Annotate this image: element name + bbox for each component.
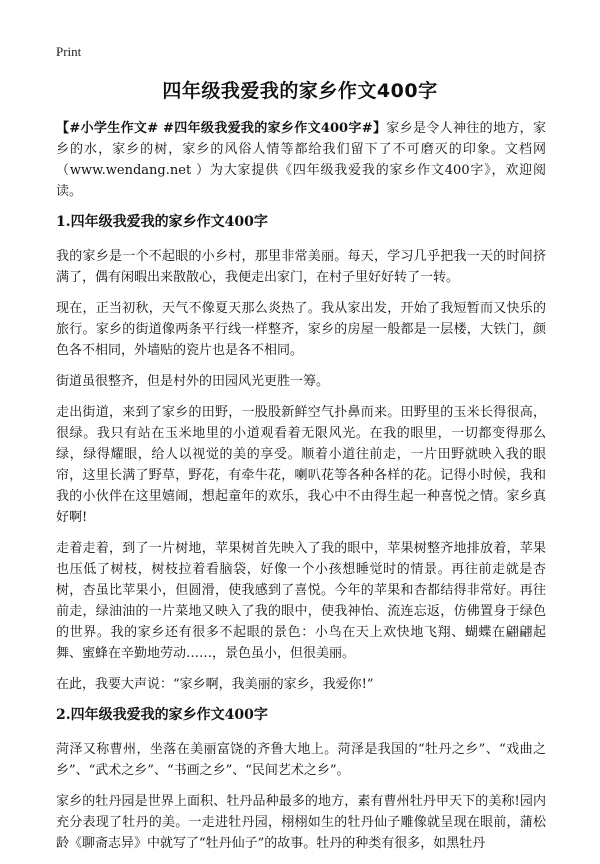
paragraph: 菏泽又称曹州，坐落在美丽富饶的齐鲁大地上。菏泽是我国的“牡丹之乡”、“戏曲之乡”、“武术之乡”、“书画之乡”、“民间艺术之乡”。	[56, 742, 546, 778]
paragraph: 走出街道，来到了家乡的田野，一股股新鲜空气扑鼻而来。田野里的玉米长得很高，很绿。我只有站在玉米地里的小道观看着无限风光。在我的眼里，一切都变得那么绿，绿得耀眼，给人以视觉的美的享受。顺着小道往前走，一片田野就映入我的眼帘，这里长满了野草，野花，有牵牛花，喇叭花等各种各样的花。记得小时候，我和我的小伙伴在这里嬉闹，想起童年的欢乐，我心中不由得生起一种喜悦之情。家乡真好啊!	[56, 405, 546, 525]
print-link[interactable]: Print	[56, 44, 82, 59]
paragraph: 走着走着，到了一片树地，苹果树首先映入了我的眼中，苹果树整齐地排放着，苹果也压低了树枝，树枝拉着看脑袋，好像一个小孩想睡觉时的情景。再往前走就是杏树，杏虽比苹果小，但圆滑，使我感到了喜悦。今年的苹果和杏都结得非常好。再往前走，绿油油的一片菜地又映入了我的眼中，使我神怡、流连忘返，仿佛置身于绿色的世界。我的家乡还有很多不起眼的景色：小鸟在天上欢快地飞翔、蝴蝶在翩翩起舞、蜜蜂在辛勤地劳动……，景色虽小，但很美丽。	[56, 541, 546, 661]
paragraph: 我的家乡是一个不起眼的小乡村，那里非常美丽。每天，学习几乎把我一天的时间挤满了，偶有闲暇出来散散心，我便走出家门，在村子里好好转了一转。	[56, 249, 546, 285]
document-body	[56, 118, 546, 864]
section-heading-1: 1.四年级我爱我的家乡作文400字	[56, 214, 268, 230]
document-title: 四年级我爱我的家乡作文400字	[162, 80, 438, 102]
intro-tags: 【#小学生作文# #四年级我爱我的家乡作文400字#】	[56, 121, 387, 136]
paragraph: 现在，正当初秋，天气不像夏天那么炎热了。我从家出发，开始了我短暂而又快乐的旅行。家乡的街道像两条平行线一样整齐，家乡的房屋一般都是一层楼，大铁门，颜色各不相同，外墙贴的瓷片也是各不相同。	[56, 301, 546, 358]
paragraph: 街道虽很整齐，但是村外的田园风光更胜一筹。	[56, 374, 330, 389]
section-heading-2: 2.四年级我爱我的家乡作文400字	[56, 707, 268, 723]
intro-text: 家乡是令人神往的地方，家乡的水，家乡的树，家乡的风俗人情等都给我们留下了不可磨灭的印象。文档网（www.wendang.net ）为大家提供《四年级我爱我的家乡作文400字》，欢迎阅读。	[56, 121, 546, 199]
paragraph: 在此，我要大声说：“家乡啊，我美丽的家乡，我爱你!”	[56, 677, 374, 692]
intro-paragraph	[56, 118, 546, 202]
paragraph: 家乡的牡丹园是世界上面积、牡丹品种最多的地方，素有曹州牡丹甲天下的美称!园内充分表现了牡丹的美。一走进牡丹园，栩栩如生的牡丹仙子雕像就呈现在眼前，蒲松龄《聊斋志异》中就写了“牡丹仙子”的故事。牡丹的种类有很多，如黑牡丹	[56, 794, 546, 851]
